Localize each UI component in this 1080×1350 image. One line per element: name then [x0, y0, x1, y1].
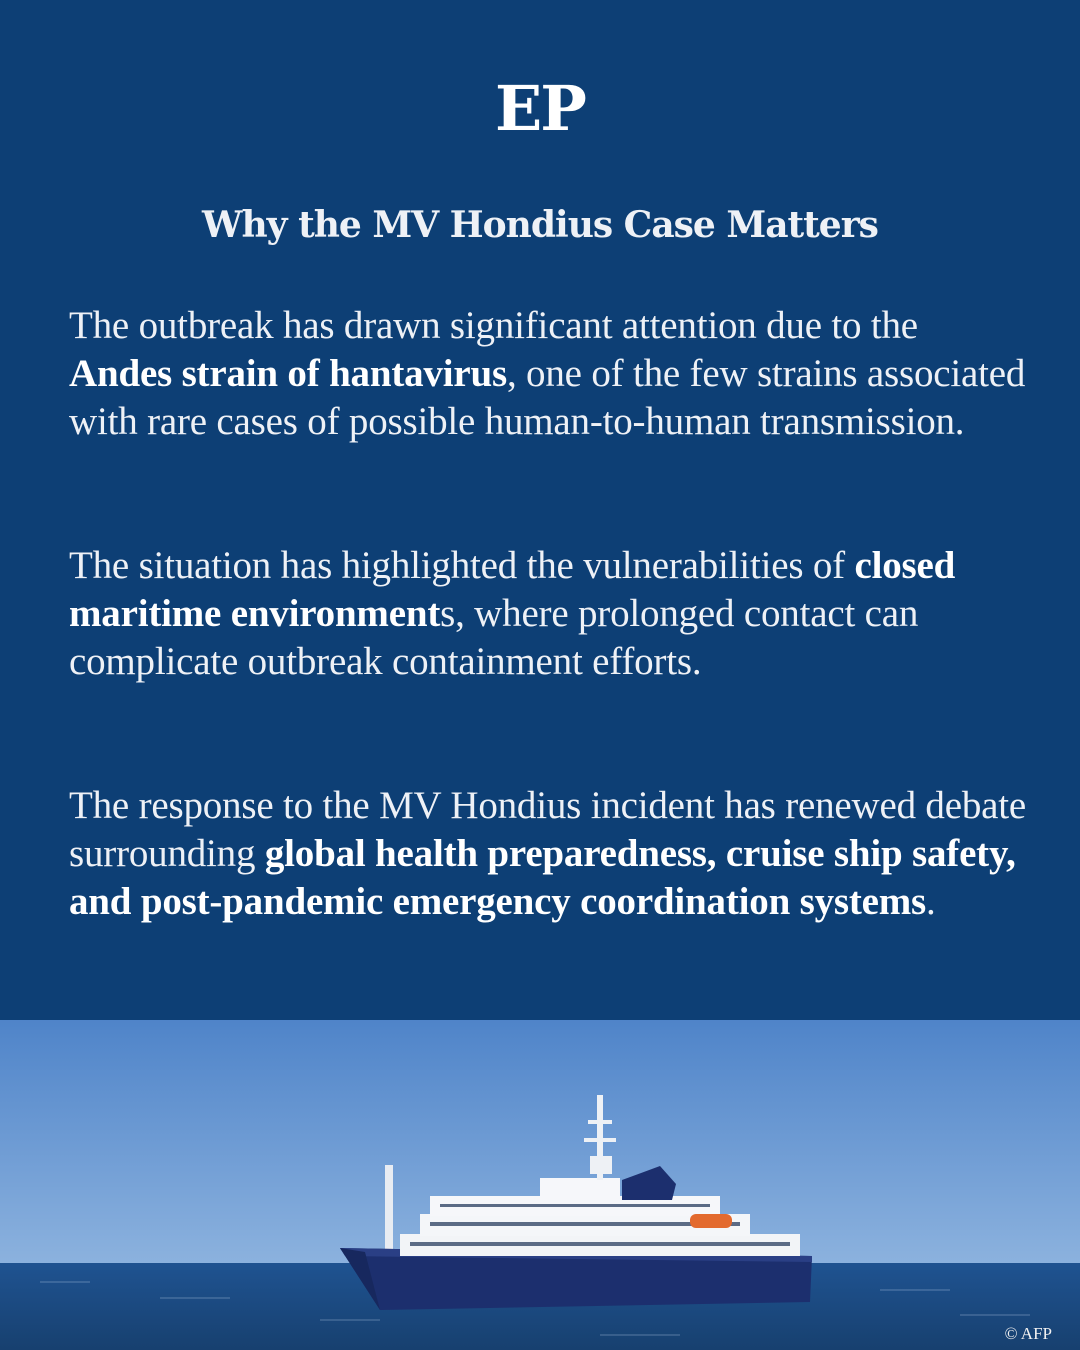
paragraph-3-bold: global health preparedness, cruise ship safety, and post-pandemic emergency coordination systems	[69, 832, 1016, 923]
paragraph-1-bold: Andes strain of hantavirus	[69, 352, 507, 395]
cruise-ship-photo	[0, 1020, 1080, 1350]
paragraph-2-text-a: The situation has highlighted the vulnerabilities of	[69, 544, 855, 587]
paragraph-2	[69, 542, 1029, 686]
paragraph-1	[69, 302, 1029, 446]
headline: Why the MV Hondius Case Matters	[202, 204, 878, 246]
photo-credit: © AFP	[1004, 1324, 1052, 1343]
paragraph-2-bold: closed maritime environment	[69, 544, 956, 635]
paragraph-3-text-b: .	[926, 880, 936, 923]
paragraph-1-text-b: , one of the few strains associated with rare cases of possible human-to-human transmission.	[69, 352, 1026, 443]
paragraph-3	[69, 782, 1029, 926]
paragraph-1-text-a: The outbreak has drawn significant attention due to the	[69, 304, 918, 347]
paragraph-2-text-b: s, where prolonged contact can complicate outbreak containment efforts.	[69, 592, 919, 683]
paragraph-3-text-a: The response to the MV Hondius incident has renewed debate surrounding	[69, 784, 1027, 875]
ship-illustration	[0, 1020, 1080, 1350]
ep-logo: EP	[495, 72, 585, 145]
